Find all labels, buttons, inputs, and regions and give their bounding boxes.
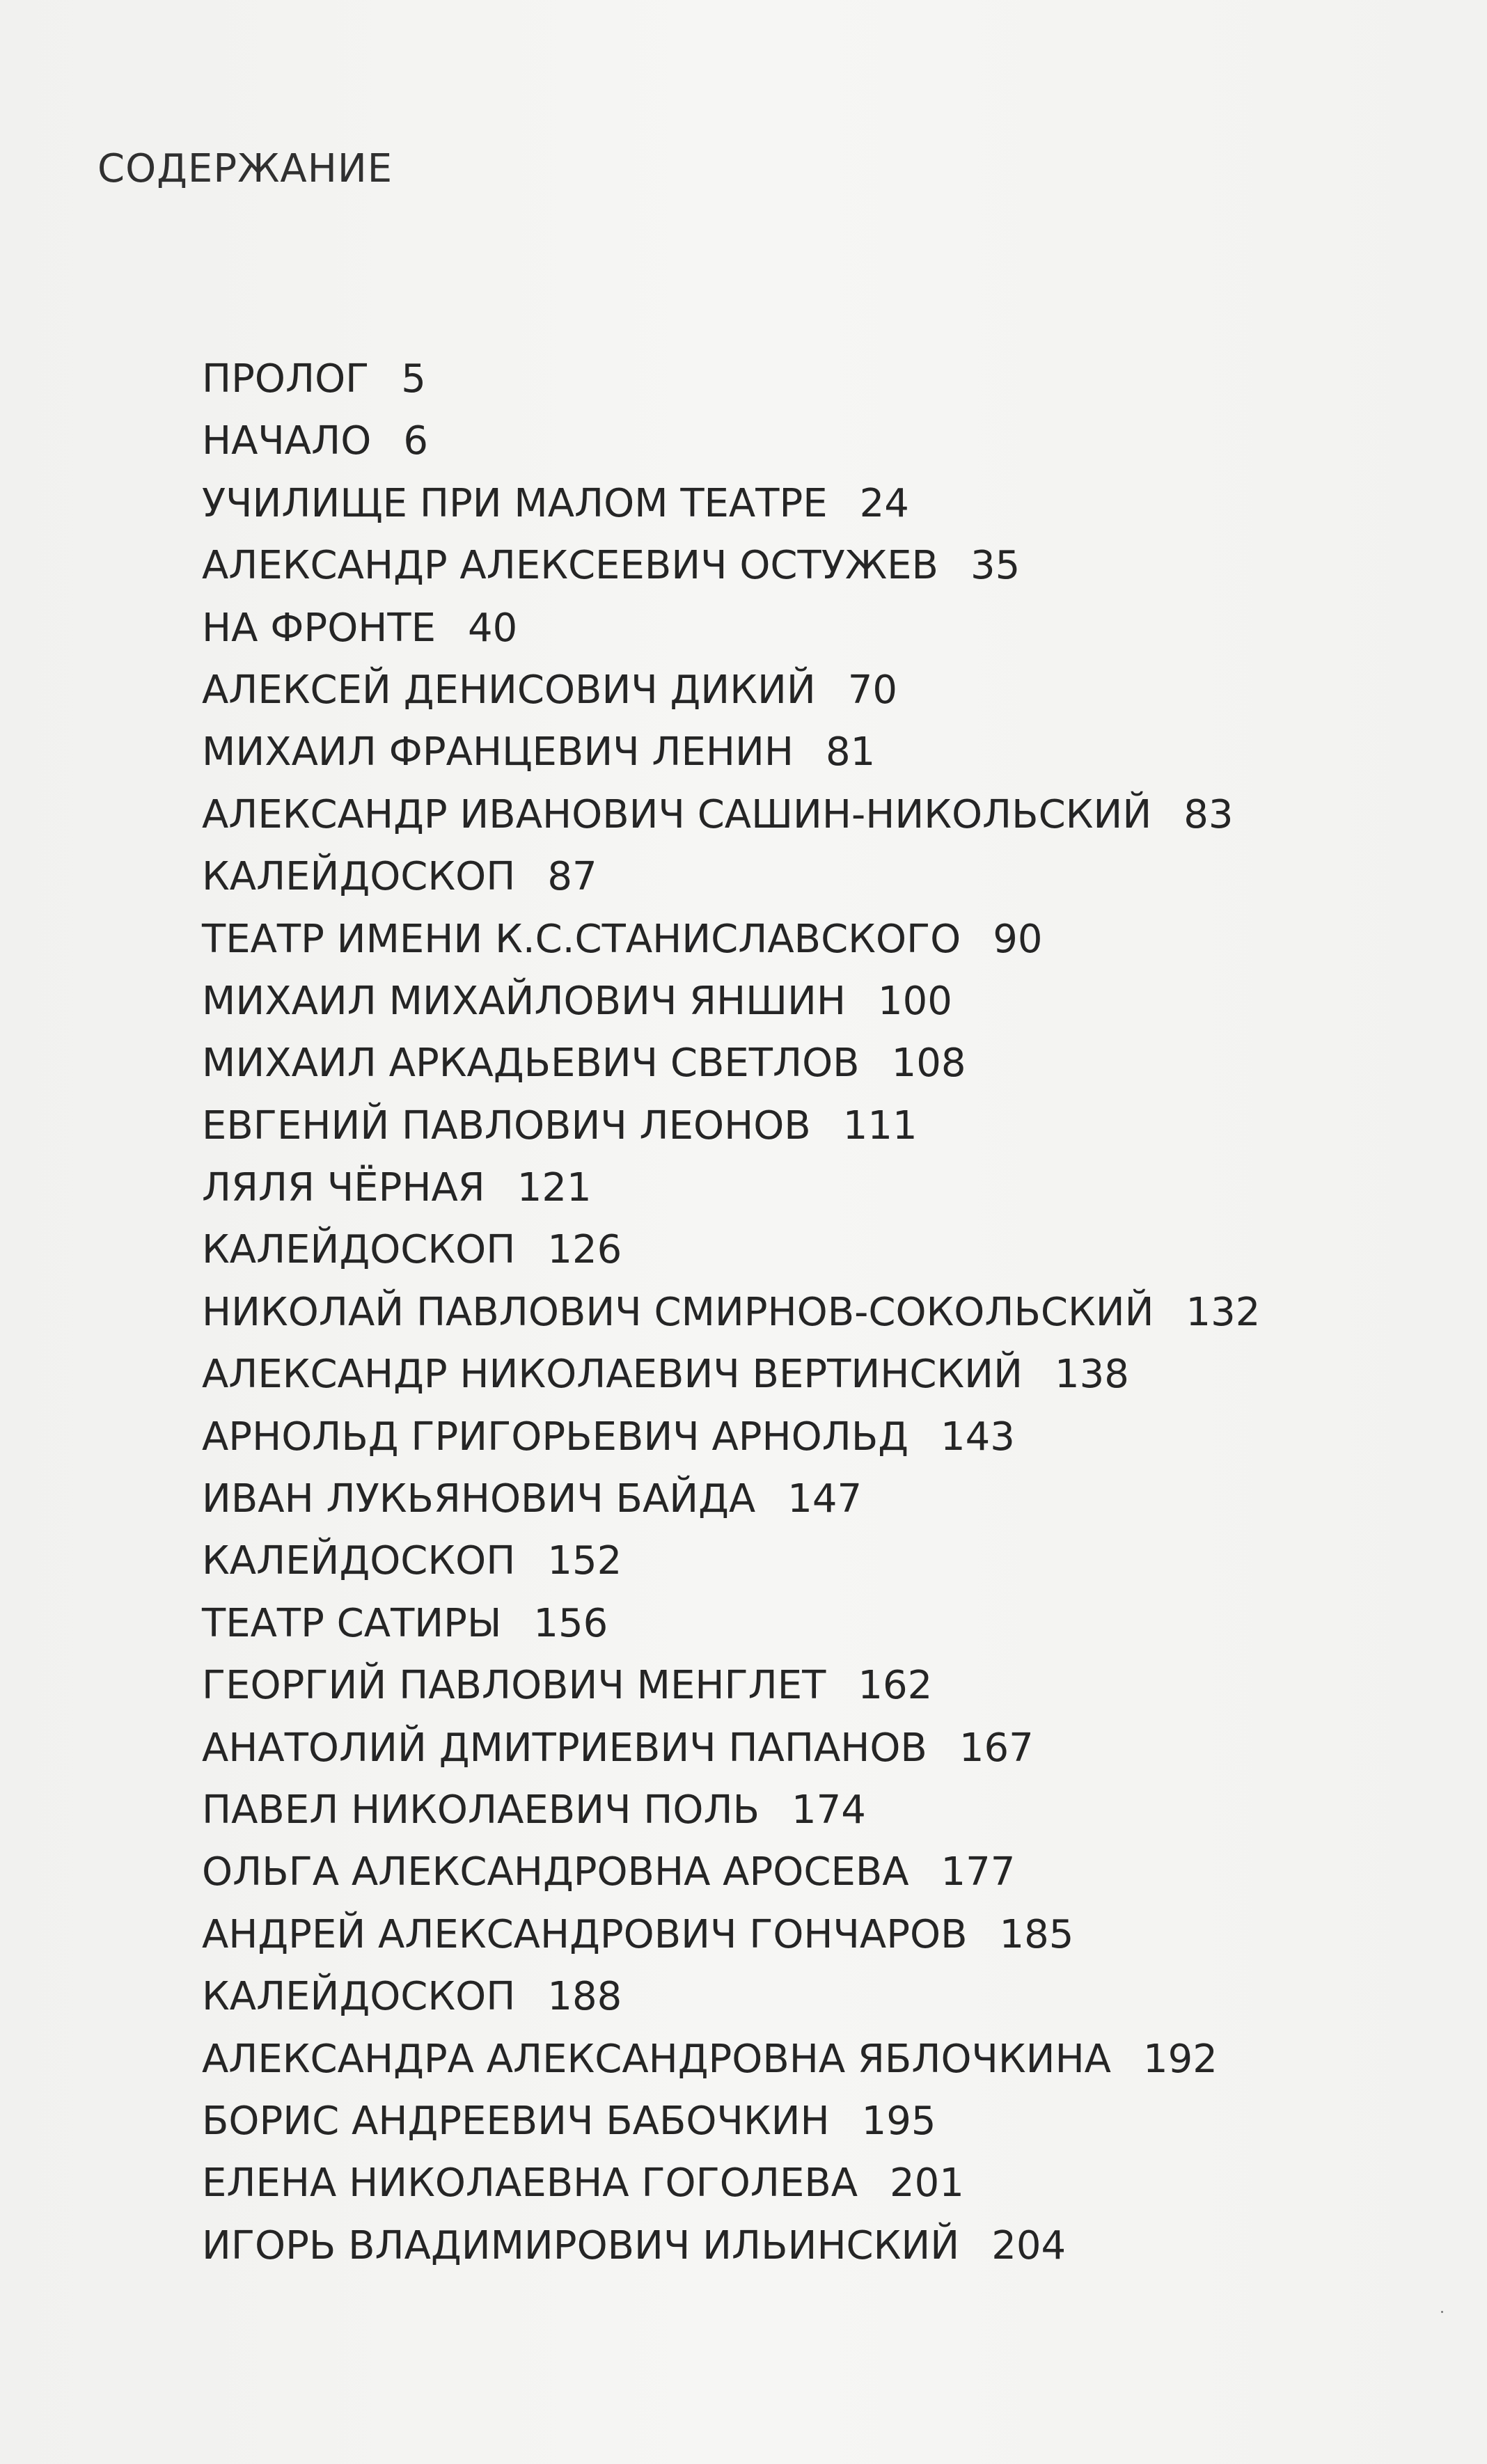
toc-entry-title: КАЛЕЙДОСКОП xyxy=(202,1538,516,1584)
toc-entry-title: КАЛЕЙДОСКОП xyxy=(202,854,516,900)
toc-entry-page-number: 167 xyxy=(959,1725,1034,1771)
toc-entry-page-number: 152 xyxy=(547,1538,622,1584)
toc-entry-page-number: 6 xyxy=(403,418,428,464)
toc-entry xyxy=(202,721,1260,783)
toc-entry-title: МИХАИЛ АРКАДЬЕВИЧ СВЕТЛОВ xyxy=(202,1041,860,1087)
toc-entry-title: АРНОЛЬД ГРИГОРЬЕВИЧ АРНОЛЬД xyxy=(202,1414,908,1460)
toc-entry-title: АЛЕКСАНДР АЛЕКСЕЕВИЧ ОСТУЖЕВ xyxy=(202,543,938,589)
toc-entry-page-number: 201 xyxy=(890,2161,964,2206)
toc-entry xyxy=(202,2215,1260,2277)
toc-entry-title: КАЛЕЙДОСКОП xyxy=(202,1227,516,1273)
toc-entry-page-number: 35 xyxy=(970,543,1021,589)
toc-entry-page-number: 100 xyxy=(878,978,952,1024)
toc-entry xyxy=(202,1281,1260,1343)
toc-entry-page-number: 162 xyxy=(858,1663,933,1709)
print-speck xyxy=(1441,2311,1443,2313)
toc-entry xyxy=(202,1717,1260,1779)
toc-entry xyxy=(202,1157,1260,1219)
toc-entry xyxy=(202,1593,1260,1654)
toc-entry xyxy=(202,2028,1260,2090)
toc-entry xyxy=(202,535,1260,597)
toc-entry xyxy=(202,1841,1260,1903)
toc-entry-title: ИВАН ЛУКЬЯНОВИЧ БАЙДА xyxy=(202,1476,756,1522)
toc-entry-title: АЛЕКСАНДР ИВАНОВИЧ САШИН-НИКОЛЬСКИЙ xyxy=(202,791,1152,837)
toc-entry-page-number: 70 xyxy=(847,667,897,713)
toc-entry-page-number: 108 xyxy=(891,1041,966,1087)
toc-entry xyxy=(202,1219,1260,1281)
toc-entry xyxy=(202,348,1260,410)
toc-entry-title: АЛЕКСАНДРА АЛЕКСАНДРОВНА ЯБЛОЧКИНА xyxy=(202,2036,1111,2082)
toc-entry xyxy=(202,846,1260,908)
toc-entry xyxy=(202,1654,1260,1716)
toc-entry xyxy=(202,659,1260,721)
toc-entry xyxy=(202,1904,1260,1966)
toc-entry xyxy=(202,1095,1260,1157)
toc-entry-title: КАЛЕЙДОСКОП xyxy=(202,1974,516,2020)
toc-entry-page-number: 87 xyxy=(547,854,597,900)
toc-entry xyxy=(202,784,1260,846)
toc-entry xyxy=(202,410,1260,472)
toc-entry-title: АЛЕКСАНДР НИКОЛАЕВИЧ ВЕРТИНСКИЙ xyxy=(202,1352,1023,1398)
toc-entry-title: МИХАИЛ МИХАЙЛОВИЧ ЯНШИН xyxy=(202,978,847,1024)
toc-entry-title: МИХАИЛ ФРАНЦЕВИЧ ЛЕНИН xyxy=(202,729,794,775)
toc-entry xyxy=(202,597,1260,659)
toc-entry-title: ПАВЕЛ НИКОЛАЕВИЧ ПОЛЬ xyxy=(202,1787,760,1833)
toc-entry-page-number: 138 xyxy=(1054,1352,1129,1398)
toc-entry-title: ОЛЬГА АЛЕКСАНДРОВНА АРОСЕВА xyxy=(202,1849,909,1895)
toc-entry-page-number: 132 xyxy=(1186,1289,1261,1335)
toc-entry xyxy=(202,908,1260,970)
toc-entry-title: ТЕАТР САТИРЫ xyxy=(202,1600,502,1646)
toc-entry-title: ИГОРЬ ВЛАДИМИРОВИЧ ИЛЬИНСКИЙ xyxy=(202,2222,960,2268)
table-of-contents xyxy=(202,348,1260,2277)
toc-entry-page-number: 83 xyxy=(1183,791,1234,837)
toc-entry-title: НИКОЛАЙ ПАВЛОВИЧ СМИРНОВ-СОКОЛЬСКИЙ xyxy=(202,1289,1154,1335)
toc-entry-title: НА ФРОНТЕ xyxy=(202,605,436,651)
toc-entry-page-number: 156 xyxy=(533,1600,608,1646)
toc-entry xyxy=(202,1779,1260,1841)
toc-entry xyxy=(202,1032,1260,1094)
toc-entry-page-number: 126 xyxy=(547,1227,622,1273)
toc-entry-title: АЛЕКСЕЙ ДЕНИСОВИЧ ДИКИЙ xyxy=(202,667,816,713)
toc-entry xyxy=(202,2090,1260,2152)
toc-entry-page-number: 195 xyxy=(861,2098,936,2144)
toc-entry-title: НАЧАЛО xyxy=(202,418,372,464)
toc-entry-page-number: 111 xyxy=(842,1103,918,1148)
toc-entry-title: ЕВГЕНИЙ ПАВЛОВИЧ ЛЕОНОВ xyxy=(202,1103,811,1148)
toc-entry-page-number: 174 xyxy=(791,1787,866,1833)
toc-entry xyxy=(202,1406,1260,1468)
toc-entry xyxy=(202,473,1260,535)
toc-entry-title: АНДРЕЙ АЛЕКСАНДРОВИЧ ГОНЧАРОВ xyxy=(202,1911,968,1957)
toc-entry-page-number: 143 xyxy=(941,1414,1015,1460)
toc-entry-page-number: 121 xyxy=(517,1165,592,1211)
toc-entry xyxy=(202,1530,1260,1592)
toc-entry xyxy=(202,2152,1260,2214)
toc-entry-page-number: 90 xyxy=(993,916,1043,962)
toc-entry-title: АНАТОЛИЙ ДМИТРИЕВИЧ ПАПАНОВ xyxy=(202,1725,927,1771)
toc-entry-title: БОРИС АНДРЕЕВИЧ БАБОЧКИН xyxy=(202,2098,830,2144)
toc-entry-title: ПРОЛОГ xyxy=(202,356,370,402)
toc-entry xyxy=(202,1966,1260,2028)
toc-entry-title: ГЕОРГИЙ ПАВЛОВИЧ МЕНГЛЕТ xyxy=(202,1663,826,1709)
toc-entry-page-number: 40 xyxy=(467,605,518,651)
toc-entry-page-number: 177 xyxy=(941,1849,1016,1895)
toc-entry-page-number: 185 xyxy=(999,1911,1074,1957)
toc-entry-page-number: 147 xyxy=(787,1476,863,1522)
toc-entry-page-number: 24 xyxy=(859,480,909,526)
toc-entry-page-number: 81 xyxy=(826,729,876,775)
toc-entry-title: ЕЛЕНА НИКОЛАЕВНА ГОГОЛЕВА xyxy=(202,2161,858,2206)
toc-entry-page-number: 188 xyxy=(547,1974,622,2020)
toc-entry xyxy=(202,970,1260,1032)
toc-entry-page-number: 5 xyxy=(401,356,426,402)
toc-entry-page-number: 192 xyxy=(1143,2036,1218,2082)
toc-entry xyxy=(202,1343,1260,1405)
page-title: СОДЕРЖАНИЕ xyxy=(97,146,393,191)
toc-entry-title: ЛЯЛЯ ЧЁРНАЯ xyxy=(202,1165,485,1211)
toc-entry-title: УЧИЛИЩЕ ПРИ МАЛОМ ТЕАТРЕ xyxy=(202,480,828,526)
toc-entry-page-number: 204 xyxy=(991,2222,1067,2268)
toc-entry-title: ТЕАТР ИМЕНИ К.С.СТАНИСЛАВСКОГО xyxy=(202,916,961,962)
toc-entry xyxy=(202,1468,1260,1530)
